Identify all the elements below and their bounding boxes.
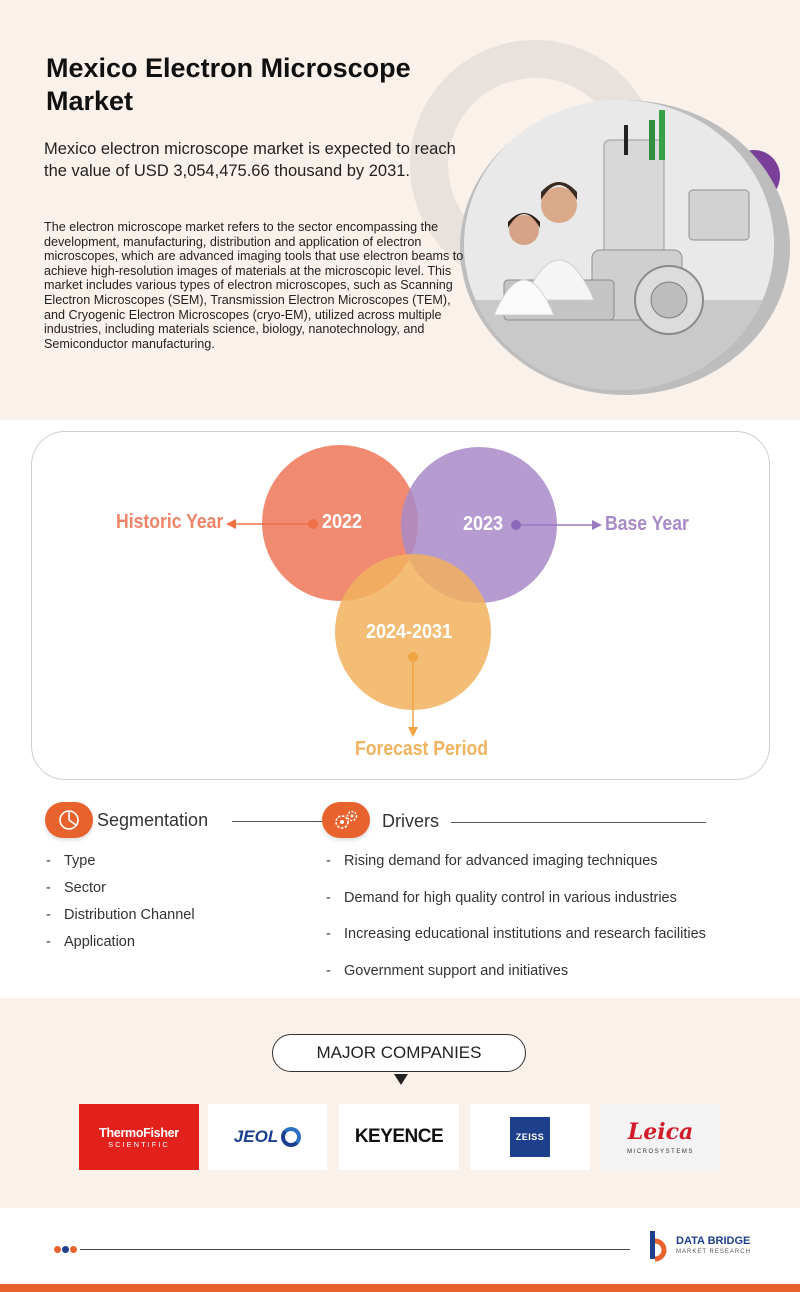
data-bridge-logo bbox=[644, 1229, 764, 1265]
drivers-icon-badge bbox=[322, 802, 370, 838]
microscope-illustration bbox=[464, 100, 774, 390]
list-item: - Distribution Channel bbox=[46, 907, 286, 934]
segmentation-icon-badge bbox=[45, 802, 93, 838]
header-section bbox=[0, 0, 800, 420]
drivers-divider bbox=[451, 822, 706, 823]
forecast-period-label: Forecast Period bbox=[355, 738, 489, 760]
gears-icon bbox=[322, 802, 370, 838]
footer-dot bbox=[62, 1246, 69, 1253]
historic-year-value: 2022 bbox=[322, 511, 363, 533]
historic-year-label: Historic Year bbox=[116, 511, 224, 533]
zeiss-logo bbox=[470, 1104, 590, 1170]
footer-dot bbox=[54, 1246, 61, 1253]
market-value-statement: Mexico electron microscope market is expected to reach the value of USD 3,054,475.66 thousand by 2031. bbox=[44, 140, 456, 180]
segmentation-title: Segmentation bbox=[97, 810, 209, 830]
down-arrow-icon bbox=[394, 1074, 408, 1085]
page-title: Mexico Electron Microscope Market bbox=[46, 53, 411, 116]
segmentation-list bbox=[46, 853, 286, 961]
thermofisher-logo: ThermoFisher SCIENTIFIC bbox=[79, 1104, 199, 1170]
list-item: - Sector bbox=[46, 880, 286, 907]
pie-chart-icon bbox=[45, 802, 93, 838]
brand-tagline: MARKET RESEARCH bbox=[676, 1249, 751, 1255]
list-item: - Application bbox=[46, 934, 286, 961]
leica-logo: Leica MICROSYSTEMS bbox=[601, 1104, 720, 1170]
list-item: - Demand for high quality control in various industries bbox=[326, 890, 786, 927]
segmentation-divider bbox=[232, 821, 322, 822]
major-companies-section bbox=[0, 998, 800, 1208]
footer-dot bbox=[70, 1246, 77, 1253]
market-description: The electron microscope market refers to the sector encompassing the development, manufacturing, distribution and application of electron microscopes, which are advanced imaging tools that use electron beams to achieve high-resolution images of materials at the microscopic level. This market includes various types of electron microscopes, such as Scanning Electron Microscopes (SEM), Transmission Electron Microscopes (TEM), and Cryogenic Electron Microscopes (cryo-EM), utilized across multiple industries, including materials science, biology, nanotechnology, and Semiconductor manufacturing. bbox=[44, 220, 464, 351]
base-year-label: Base Year bbox=[605, 513, 689, 535]
major-companies-title: MAJOR COMPANIES bbox=[272, 1034, 526, 1072]
jeol-logo: JEOL bbox=[208, 1104, 327, 1170]
drivers-title: Drivers bbox=[382, 811, 439, 831]
brand-name: DATA BRIDGE bbox=[676, 1235, 751, 1247]
forecast-period-value: 2024-2031 bbox=[366, 621, 453, 643]
jeol-swirl-icon bbox=[281, 1127, 301, 1147]
timeline-panel bbox=[31, 431, 770, 780]
timeline-venn-diagram bbox=[32, 432, 771, 781]
list-item: - Increasing educational institutions and research facilities bbox=[326, 926, 786, 963]
list-item: - Rising demand for advanced imaging techniques bbox=[326, 853, 786, 890]
microscope-photo bbox=[464, 100, 774, 390]
list-item: - Type bbox=[46, 853, 286, 880]
list-item: - Government support and initiatives bbox=[326, 963, 786, 1000]
zeiss-badge: ZEISS bbox=[510, 1117, 550, 1157]
base-year-value: 2023 bbox=[463, 513, 504, 535]
footer-divider bbox=[80, 1249, 630, 1250]
bottom-accent-bar bbox=[0, 1284, 800, 1292]
drivers-list bbox=[326, 853, 786, 999]
keyence-logo: KEYENCE bbox=[339, 1104, 459, 1170]
data-bridge-mark-icon bbox=[644, 1229, 674, 1265]
